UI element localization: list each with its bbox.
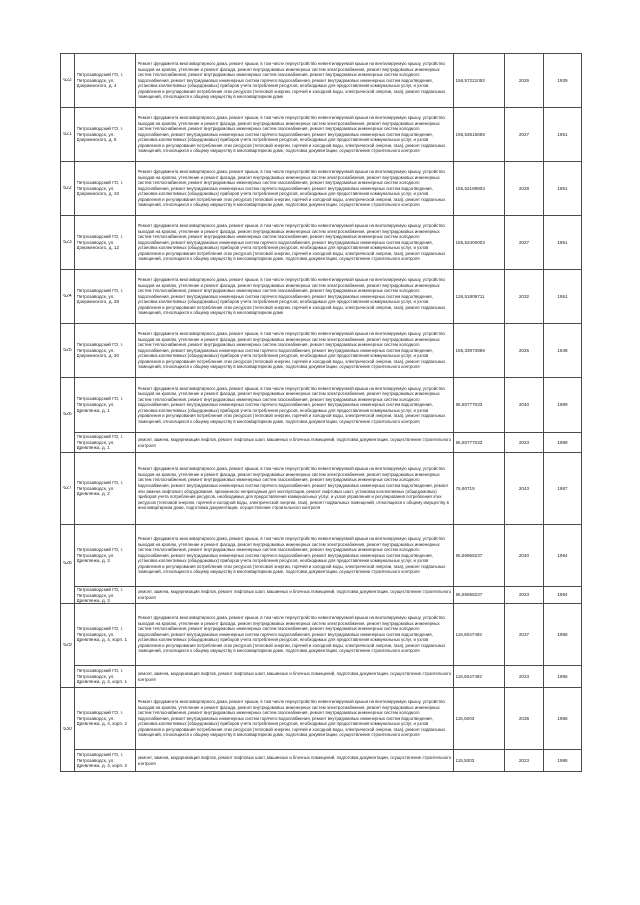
works-cell [136, 108, 454, 162]
works-cell [136, 666, 454, 688]
built-year-cell [544, 433, 582, 453]
works-cell [136, 378, 454, 433]
repair-program-table [60, 53, 582, 772]
planned-year-cell-text: 2037 [518, 631, 530, 637]
address-cell-text: Петрозаводский ГО, г. Петрозаводск, ул. Древлянка, д. 4, корп. 1 [76, 667, 128, 685]
row-number [61, 688, 75, 772]
built-year-cell [544, 324, 582, 378]
value-cell [454, 324, 505, 378]
built-year-cell [544, 108, 582, 162]
built-year-cell-text: 1986 [557, 673, 568, 679]
planned-year-cell [505, 750, 544, 772]
planned-year-cell-text: 2028 [518, 185, 530, 191]
built-year-cell [544, 688, 582, 750]
table-row [61, 688, 582, 750]
planned-year-cell-text: 2040 [518, 402, 530, 408]
built-year-cell-text: 1951 [557, 239, 568, 245]
planned-year-cell-text: 2023 [518, 439, 530, 445]
planned-year-cell [505, 324, 544, 378]
planned-year-cell-text: 2036 [518, 715, 530, 721]
value-cell-text: 95,56958237 [455, 552, 483, 558]
address-cell [75, 688, 136, 750]
address-cell [75, 587, 136, 604]
planned-year-cell [505, 216, 544, 270]
address-cell-text: Петрозаводский ГО, г. Петрозаводск, ул. Древлянка, д. 1 [76, 433, 124, 451]
works-cell-text: Ремонт фундамента многоквартирного дома, ремонт крыши, в том числе переустройство невентилируемой крыши на вентилируемую крышу, устройство выходов на кровлю, утепление и ремонт фасада, ремонт внутридомовых инженерных систем электроснабжения, ремонт внутридомовых инженерных систем теплоснабжения, ремонт внутридомовых инженерных систем газоснабжения, ремонт внутридомовых инженерных систем холодного водоснабжения, ремонт внутридомовых инженерных систем горячего водоснабжения, ремонт внутридомовых инженерных систем водоотведения, установка коллективных (общедомовых) приборов учета потребления ресурсов, необходимых для предоставления коммунальных услуг, и узлов управления и регулирования потребления этих ресурсов (тепловой энергии, горячей и холодной воды, электрической энергии, газа), ремонт подвальных помещений, относящихся к общему имуществу в многоквартирном доме, подготовка документации, осуществление строительного контроля [137, 385, 446, 424]
works-cell-text: Ремонт фундамента многоквартирного дома, ремонт крыши, в том числе переустройство невентилируемой крыши на вентилируемую крышу, устройство выходов на кровлю, утепление и ремонт фасада, ремонт внутридомовых инженерных систем электроснабжения, ремонт внутридомовых инженерных систем теплоснабжения, ремонт внутридомовых инженерных систем газоснабжения, ремонт внутридомовых инженерных систем холодного водоснабжения, ремонт внутридомовых инженерных систем горячего водоснабжения, ремонт внутридомовых инженерных систем водоотведения, установка коллективных (общедомовых) приборов учета потребления ресурсов, необходимых для предоставления коммунальных услуг, и узлов управления и регулирования потребления этих ресурсов (тепловой энергии, горячей и холодной воды, электрической энергии, газа), ремонт подвальных помещений, относящихся к общему имуществу в многоквартирном доме [137, 61, 446, 100]
value-cell [454, 216, 505, 270]
value-cell [454, 688, 505, 750]
works-cell [136, 604, 454, 666]
address-cell [75, 108, 136, 162]
works-cell-text: Ремонт фундамента многоквартирного дома, ремонт крыши, в том числе переустройство невентилируемой крыши на вентилируемую крышу, устройство выходов на кровлю, утепление и ремонт фасада, ремонт внутридомовых инженерных систем электроснабжения, ремонт внутридомовых инженерных систем теплоснабжения, ремонт внутридомовых инженерных систем газоснабжения, ремонт внутридомовых инженерных систем холодного водоснабжения, ремонт внутридомовых инженерных систем горячего водоснабжения, ремонт внутридомовых инженерных систем водоотведения, установка коллективных (общедомовых) приборов учета потребления ресурсов, необходимых для предоставления коммунальных услуг, и узлов управления и регулирования потребления этих ресурсов (тепловой энергии, горячей и холодной воды, электрической энергии, газа), ремонт подвальных помещений, относящихся к общему имуществу в многоквартирном доме, подготовка документации, осуществление строительного контроля [137, 115, 446, 154]
built-year-cell-text: 1948 [557, 347, 568, 353]
row-number [61, 324, 75, 378]
table-row [61, 604, 582, 666]
address-cell [75, 162, 136, 216]
address-cell-text: Петрозаводский ГО, г. Петрозаводск, ул. Дзержинского, д. 28 [76, 287, 124, 305]
table-row [61, 108, 582, 162]
table-row [61, 453, 582, 525]
works-cell [136, 54, 454, 108]
table-row [61, 54, 582, 108]
address-cell-text: Петрозаводский ГО, г. Петрозаводск, ул. Дзержинского, д. 4 [76, 71, 124, 89]
value-cell-text: 116,5047492 [455, 673, 482, 679]
planned-year-cell-text: 2023 [518, 673, 530, 679]
planned-year-cell [505, 433, 544, 453]
works-cell [136, 162, 454, 216]
planned-year-cell [505, 378, 544, 433]
table-row [61, 666, 582, 688]
value-cell [454, 604, 505, 666]
address-cell [75, 750, 136, 772]
value-cell [454, 108, 505, 162]
table-row [61, 433, 582, 453]
address-cell-text: Петрозаводский ГО, г. Петрозаводск, ул. Дзержинского, д. 6 [76, 125, 124, 143]
row-number-text: 629 [63, 642, 72, 648]
works-cell-text: ремонт, замена, модернизация лифтов, ремонт лифтовых шахт, машинных и блочных помещений, подготовка документации, осуществление строительного контроля [137, 589, 452, 600]
built-year-cell [544, 525, 582, 587]
works-cell [136, 216, 454, 270]
address-cell-text: Петрозаводский ГО, г. Петрозаводск, ул. Древлянка, д. 3 [76, 546, 124, 564]
built-year-cell-text: 1986 [557, 715, 568, 721]
address-cell-text: Петрозаводский ГО, г. Петрозаводск, ул. Древлянка, д. 4, корп. 2 [76, 709, 128, 727]
value-cell-text: 156,53616659 [455, 131, 485, 137]
value-cell [454, 270, 505, 324]
built-year-cell-text: 1989 [557, 402, 568, 408]
table-body [61, 54, 582, 772]
table-row [61, 270, 582, 324]
row-number-text: 627 [63, 485, 72, 491]
row-number-text: 624 [63, 293, 72, 299]
planned-year-cell [505, 666, 544, 688]
planned-year-cell-text: 2043 [518, 485, 530, 491]
works-cell-text: Ремонт фундамента многоквартирного дома, ремонт крыши, в том числе переустройство невентилируемой крыши на вентилируемую крышу, устройство выходов на кровлю, утепление и ремонт фасада, ремонт внутридомовых инженерных систем электроснабжения, ремонт внутридомовых инженерных систем теплоснабжения, ремонт внутридомовых инженерных систем газоснабжения, ремонт внутридомовых инженерных систем холодного водоснабжения, ремонт внутридомовых инженерных систем горячего водоснабжения, ремонт внутридомовых инженерных систем водоотведения, ремонт или замена лифтового оборудования, признанного непригодным для эксплуатации, ремонт лифтовых шахт, установка коллективных (общедомовых) приборов учета потребления ресурсов, необходимых для предоставления коммунальных услуг, и узлов управления и регулирования потребления этих ресурсов (тепловой энергии, горячей и холодной воды, электрической энергии, газа), ремонт подвальных помещений, относящихся к общему имуществу в многоквартирном доме, подготовка документации, осуществление строительного контроля [137, 466, 449, 511]
built-year-cell [544, 54, 582, 108]
built-year-cell-text: 1986 [557, 631, 568, 637]
works-cell-text: Ремонт фундамента многоквартирного дома, ремонт крыши, в том числе переустройство невентилируемой крыши на вентилируемую крышу, устройство выходов на кровлю, утепление и ремонт фасада, ремонт внутридомовых инженерных систем электроснабжения, ремонт внутридомовых инженерных систем теплоснабжения, ремонт внутридомовых инженерных систем газоснабжения, ремонт внутридомовых инженерных систем холодного водоснабжения, ремонт внутридомовых инженерных систем горячего водоснабжения, ремонт внутридомовых инженерных систем водоотведения, установка коллективных (общедомовых) приборов учета потребления ресурсов, необходимых для предоставления коммунальных услуг, и узлов управления и регулирования потребления этих ресурсов (тепловой энергии, горячей и холодной воды, электрической энергии, газа), ремонт подвальных помещений, относящихся к общему имуществу в многоквартирном доме, подготовка документации, осуществление строительного контроля [137, 331, 446, 370]
table-row [61, 525, 582, 587]
address-cell-text: Петрозаводский ГО, г. Петрозаводск, ул. Древлянка, д. 3 [76, 587, 124, 603]
built-year-cell [544, 162, 582, 216]
built-year-cell-text: 1987 [557, 485, 568, 491]
built-year-cell [544, 378, 582, 433]
planned-year-cell [505, 108, 544, 162]
built-year-cell-text: 1994 [557, 552, 568, 558]
works-cell-text: Ремонт фундамента многоквартирного дома, ремонт крыши, в том числе переустройство невентилируемой крыши на вентилируемую крышу, устройство выходов на кровлю, утепление и ремонт фасада, ремонт внутридомовых инженерных систем электроснабжения, ремонт внутридомовых инженерных систем теплоснабжения, ремонт внутридомовых инженерных систем газоснабжения, ремонт внутридомовых инженерных систем холодного водоснабжения, ремонт внутридомовых инженерных систем горячего водоснабжения, ремонт внутридомовых инженерных систем водоотведения, установка коллективных (общедомовых) приборов учета потребления ресурсов, необходимых для предоставления коммунальных услуг, и узлов управления и регулирования потребления этих ресурсов (тепловой энергии, горячей и холодной воды, электрической энергии, газа), ремонт подвальных помещений, относящихся к общему имуществу в многоквартирном доме [137, 277, 446, 316]
works-cell-text: Ремонт фундамента многоквартирного дома, ремонт крыши, в том числе переустройство невентилируемой крыши на вентилируемую крышу, устройство выходов на кровлю, утепление и ремонт фасада, ремонт внутридомовых инженерных систем электроснабжения, ремонт внутридомовых инженерных систем теплоснабжения, ремонт внутридомовых инженерных систем газоснабжения, ремонт внутридомовых инженерных систем холодного водоснабжения, ремонт внутридомовых инженерных систем горячего водоснабжения, ремонт внутридомовых инженерных систем водоотведения, установка коллективных (общедомовых) приборов учета потребления ресурсов, необходимых для предоставления коммунальных услуг, и узлов управления и регулирования потребления этих ресурсов (тепловой энергии, горячей и холодной воды, электрической энергии, газа), ремонт подвальных помещений, относящихся к общему имуществу в многоквартирном доме, подготовка документации, осуществление строительного контроля [137, 536, 446, 575]
address-cell-text: Петрозаводский ГО, г. Петрозаводск, ул. Дзержинского, д. 10 [76, 179, 124, 197]
row-number-text: 623 [63, 239, 72, 245]
works-cell [136, 587, 454, 604]
value-cell-text: 76,90719 [455, 485, 475, 491]
value-cell [454, 54, 505, 108]
works-cell [136, 750, 454, 772]
built-year-cell [544, 750, 582, 772]
works-cell [136, 433, 454, 453]
table-row [61, 378, 582, 433]
row-number [61, 604, 75, 688]
address-cell-text: Петрозаводский ГО, г. Петрозаводск, ул. Дзержинского, д. 12 [76, 233, 124, 251]
row-number-text: 628 [63, 561, 72, 567]
address-cell [75, 666, 136, 688]
works-cell-text: Ремонт фундамента многоквартирного дома, ремонт крыши, в том числе переустройство невентилируемой крыши на вентилируемую крышу, устройство выходов на кровлю, утепление и ремонт фасада, ремонт внутридомовых инженерных систем электроснабжения, ремонт внутридомовых инженерных систем теплоснабжения, ремонт внутридомовых инженерных систем газоснабжения, ремонт внутридомовых инженерных систем холодного водоснабжения, ремонт внутридомовых инженерных систем горячего водоснабжения, ремонт внутридомовых инженерных систем водоотведения, установка коллективных (общедомовых) приборов учета потребления ресурсов, необходимых для предоставления коммунальных услуг, и узлов управления и регулирования потребления этих ресурсов (тепловой энергии, горячей и холодной воды, электрической энергии, газа), ремонт подвальных помещений, относящихся к общему имуществу в многоквартирном доме, подготовка документации, осуществление строительного контроля [137, 169, 446, 208]
works-cell-text: ремонт, замена, модернизация лифтов, ремонт лифтовых шахт, машинных и блочных помещений, подготовка документации, осуществление строительного контроля [137, 436, 452, 448]
address-cell-text: Петрозаводский ГО, г. Петрозаводск, ул. Древлянка, д. 4, корп. 1 [76, 625, 128, 643]
planned-year-cell-text: 2027 [518, 239, 530, 245]
address-cell [75, 525, 136, 587]
works-cell-text: Ремонт фундамента многоквартирного дома, ремонт крыши, в том числе переустройство невентилируемой крыши на вентилируемую крышу, устройство выходов на кровлю, утепление и ремонт фасада, ремонт внутридомовых инженерных систем электроснабжения, ремонт внутридомовых инженерных систем теплоснабжения, ремонт внутридомовых инженерных систем газоснабжения, ремонт внутридомовых инженерных систем холодного водоснабжения, ремонт внутридомовых инженерных систем горячего водоснабжения, ремонт внутридомовых инженерных систем водоотведения, установка коллективных (общедомовых) приборов учета потребления ресурсов, необходимых для предоставления коммунальных услуг, и узлов управления и регулирования потребления этих ресурсов (тепловой энергии, горячей и холодной воды, электрической энергии, газа), ремонт подвальных помещений, относящихся к общему имуществу в многоквартирном доме, подготовка документации, осуществление строительного контроля [137, 223, 446, 262]
address-cell [75, 324, 136, 378]
built-year-cell [544, 216, 582, 270]
works-cell-text: Ремонт фундамента многоквартирного дома, ремонт крыши, в том числе переустройство невентилируемой крыши на вентилируемую крышу, устройство выходов на кровлю, утепление и ремонт фасада, ремонт внутридомовых инженерных систем электроснабжения, ремонт внутридомовых инженерных систем теплоснабжения, ремонт внутридомовых инженерных систем газоснабжения, ремонт внутридомовых инженерных систем холодного водоснабжения, ремонт внутридомовых инженерных систем горячего водоснабжения, ремонт внутридомовых инженерных систем водоотведения, установка коллективных (общедомовых) приборов учета потребления ресурсов, необходимых для предоставления коммунальных услуг, и узлов управления и регулирования потребления этих ресурсов (тепловой энергии, горячей и холодной воды, электрической энергии, газа), ремонт подвальных помещений, относящихся к общему имуществу в многоквартирном доме, подготовка документации, осуществление строительного контроля [137, 699, 446, 738]
built-year-cell-text: 1951 [557, 185, 568, 191]
value-cell [454, 453, 505, 525]
value-cell-text: 126,51809711 [455, 293, 485, 299]
row-number [61, 270, 75, 324]
works-cell [136, 324, 454, 378]
built-year-cell-text: 1994 [557, 592, 568, 598]
works-cell-text: ремонт, замена, модернизация лифтов, ремонт лифтовых шахт, машинных и блочных помещений, подготовка документации, осуществление строительного контроля [137, 754, 452, 766]
address-cell [75, 433, 136, 453]
row-number-text: 625 [63, 347, 72, 353]
value-cell [454, 666, 505, 688]
planned-year-cell-text: 2040 [518, 552, 530, 558]
built-year-cell [544, 587, 582, 604]
row-number [61, 108, 75, 162]
built-year-cell [544, 453, 582, 525]
planned-year-cell-text: 2023 [518, 592, 530, 598]
planned-year-cell-text: 2025 [518, 347, 530, 353]
address-cell-text: Петрозаводский ГО, г. Петрозаводск, ул. Древлянка, д. 2 [76, 479, 124, 497]
planned-year-cell [505, 525, 544, 587]
value-cell [454, 587, 505, 604]
value-cell-text: 155,33973969 [455, 347, 485, 353]
value-cell [454, 750, 505, 772]
address-cell [75, 54, 136, 108]
value-cell [454, 525, 505, 587]
row-number [61, 453, 75, 525]
value-cell [454, 378, 505, 433]
address-cell [75, 604, 136, 666]
value-cell-text: 155,52400003 [455, 239, 485, 245]
value-cell-text: 156,57221092 [455, 77, 485, 83]
address-cell [75, 378, 136, 433]
address-cell-text: Петрозаводский ГО, г. Петрозаводск, ул. Древлянка, д. 1 [76, 396, 124, 413]
row-number-text: 626 [63, 412, 72, 418]
value-cell-text: 156,52189803 [455, 185, 485, 191]
works-cell [136, 453, 454, 525]
address-cell-text: Петрозаводский ГО, г. Петрозаводск, ул. Дзержинского, д. 30 [76, 341, 124, 359]
built-year-cell-text: 1986 [557, 757, 568, 763]
row-number [61, 378, 75, 453]
table-row [61, 216, 582, 270]
table-row [61, 162, 582, 216]
planned-year-cell [505, 270, 544, 324]
value-cell-text: 95,50777033 [455, 439, 483, 445]
row-number-text: 621 [63, 131, 72, 137]
built-year-cell-text: 1989 [557, 439, 568, 445]
row-number-text: 622 [63, 77, 72, 83]
value-cell-text: 116,5047492 [455, 631, 482, 637]
works-cell [136, 525, 454, 587]
address-cell [75, 216, 136, 270]
value-cell-text: 95,50777033 [455, 402, 483, 408]
built-year-cell-text: 1951 [557, 293, 568, 299]
built-year-cell [544, 270, 582, 324]
planned-year-cell [505, 54, 544, 108]
document-page [60, 53, 581, 772]
table-row [61, 750, 582, 772]
planned-year-cell [505, 587, 544, 604]
value-cell-text: 95,56958237 [455, 592, 483, 598]
built-year-cell [544, 666, 582, 688]
value-cell [454, 433, 505, 453]
address-cell [75, 453, 136, 525]
table-row [61, 587, 582, 604]
planned-year-cell-text: 2032 [518, 293, 530, 299]
works-cell [136, 688, 454, 750]
built-year-cell-text: 1951 [557, 131, 568, 137]
row-number-text: 622 [63, 185, 72, 191]
planned-year-cell [505, 453, 544, 525]
value-cell-text: 115,5003 [455, 757, 475, 763]
table-row [61, 324, 582, 378]
value-cell [454, 162, 505, 216]
row-number [61, 216, 75, 270]
row-number-text: 630 [63, 726, 72, 732]
works-cell-text: ремонт, замена, модернизация лифтов, ремонт лифтовых шахт, машинных и блочных помещений, подготовка документации, осуществление строительного контроля [137, 670, 452, 682]
works-cell-text: Ремонт фундамента многоквартирного дома, ремонт крыши, в том числе переустройство невентилируемой крыши на вентилируемую крышу, устройство выходов на кровлю, утепление и ремонт фасада, ремонт внутридомовых инженерных систем электроснабжения, ремонт внутридомовых инженерных систем теплоснабжения, ремонт внутридомовых инженерных систем газоснабжения, ремонт внутридомовых инженерных систем холодного водоснабжения, ремонт внутридомовых инженерных систем горячего водоснабжения, ремонт внутридомовых инженерных систем водоотведения, установка коллективных (общедомовых) приборов учета потребления ресурсов, необходимых для предоставления коммунальных услуг, и узлов управления и регулирования потребления этих ресурсов (тепловой энергии, горячей и холодной воды, электрической энергии, газа), ремонт подвальных помещений, относящихся к общему имуществу в многоквартирном доме, подготовка документации, осуществление строительного контроля [137, 615, 446, 654]
planned-year-cell [505, 688, 544, 750]
address-cell-text: Петрозаводский ГО, г. Петрозаводск, ул. Древлянка, д. 4, корп. 2 [76, 751, 128, 769]
built-year-cell-text: 1939 [557, 77, 568, 83]
value-cell-text: 115,5003 [455, 715, 475, 721]
built-year-cell [544, 604, 582, 666]
row-number [61, 54, 75, 108]
planned-year-cell [505, 162, 544, 216]
works-cell [136, 270, 454, 324]
address-cell [75, 270, 136, 324]
planned-year-cell-text: 2027 [518, 131, 530, 137]
row-number [61, 162, 75, 216]
planned-year-cell-text: 2023 [518, 757, 530, 763]
row-number [61, 525, 75, 604]
planned-year-cell [505, 604, 544, 666]
planned-year-cell-text: 2026 [518, 77, 530, 83]
